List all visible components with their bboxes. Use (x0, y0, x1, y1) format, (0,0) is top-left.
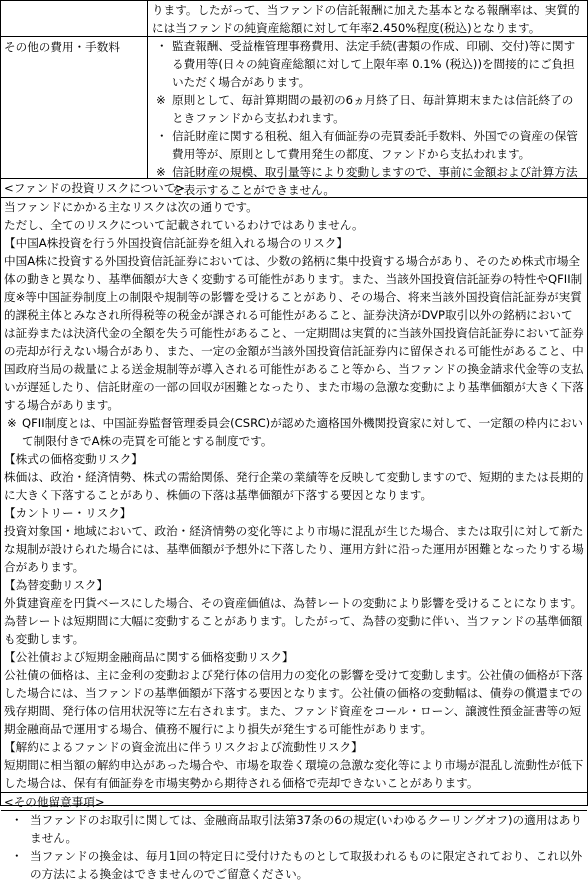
risk-heading: 【中国A株投資を行う外国投資信託証券を組入れる場合のリスク】 (4, 236, 348, 250)
list-item-text: 当ファンドの換金は、毎月1回の特定日に受付けたものとして取扱われるものに限定されており、これ以外の方法による換金はできませんのでご留意ください。 (30, 849, 583, 881)
risk-footnote-text: QFII制度とは、中国証券監督管理委員会(CSRC)が認めた適格国外機関投資家に対して、一定額の枠内において制限付きでA株の売買を可能とする制度です。 (22, 416, 584, 448)
other-notes-list (1, 811, 587, 883)
list-item (4, 811, 584, 847)
list-item (152, 127, 583, 163)
list-item (4, 847, 584, 883)
list-item (152, 91, 583, 127)
risk-intro: ただし、全てのリスクについて記載されているわけではありません。 (4, 218, 364, 232)
risk-heading: 【カントリー・リスク】 (4, 506, 132, 520)
risk-text: 外貨建資産を円貨ベースにした場合、その資産価値は、為替レートの変動により影響を受けることになります。為替レートは短期間に大幅に変動することがあります。したがって、為替の変動に伴い、当ファンドの基準価額も変動します。 (4, 596, 583, 646)
list-item (152, 163, 583, 199)
risk-text: 短期間に相当額の解約申込があった場合や、市場を取巻く環境の急激な変化等により市場が混乱し流動性が低下した場合は、保有有価証券を市場実勢から期待される価格で売却できないことがあります。 (4, 758, 584, 790)
other-fees-list (148, 37, 587, 197)
fee-label-cell-empty (1, 1, 148, 36)
risk-text: 株価は、政治・経済情勢、株式の需給関係、発行企業の業績等を反映して変動しますので、短期的または長期的に大きく下落することがあり、株価の下落は基準価額が下落する要因となります。 (4, 470, 584, 502)
note-mark: ※ (156, 93, 166, 107)
risk-heading: 【公社債および短期金融商品に関する価格変動リスク】 (4, 650, 294, 664)
bullet-mark: ・ (11, 813, 23, 827)
bullet-mark: ・ (156, 39, 168, 53)
risk-text: 中国A株に投資する外国投資信託証券においては、少数の銘柄に集中投資する場合があり、そのため株式市場全体の動きと異なり、基準価額が大きく変動する可能性があります。また、当該外国投資信託証券の特性やQFII制度※等中国証券制度上の制限や規制等の影響を受けることがあり、その場合、将来当該外国投資信託証券が実質的課税主体とみなされ所得税等の税金が課される可能性があること、証券決済がDVP取引以外の銘柄においては証券または決済代金の全額を失う可能性があること、一定期間は実質的に当該外国投資信託証券において証券の売却が行えない場合があり、また、一定の金額が当該外国投資信託証券内に留保される可能性があること、中国政府当局の裁量による送金規制等が導入される可能性があること等から、当ファンドの換金請求代金等の支払いが遅延したり、信託財産の一部の回収が困難となったり、また市場の急激な変動により基準価額が大きく下落する場合があります。 (4, 254, 584, 412)
note-mark: ※ (156, 165, 166, 179)
risk-section (1, 179, 587, 793)
risk-heading: 【解約によるファンドの資金流出に伴うリスクおよび流動性リスク】 (4, 740, 363, 754)
risk-heading: 【為替変動リスク】 (4, 578, 109, 592)
risk-footnote (4, 414, 584, 450)
fee-continued-text: ります。したがって、当ファンドの信託報酬に加えた基本となる報酬率は、実質的には当ファンドの純資産総額に対して年率2.450%程度(税込)となります。 (152, 3, 580, 35)
risk-text: 公社債の価格は、主に金利の変動および発行体の信用力の変化の影響を受けて変動します。公社債の価格が下落した場合には、当ファンドの基準価額が下落する要因となります。公社債の価格の変動幅は、債券の償還までの残存期間、発行体の信用状況等に左右されます。また、ファンド資産をコール・ローン、譲渡性預金証書等の短期金融商品で運用する場合、債務不履行により損失が発生する可能性があります。 (4, 668, 583, 736)
other-fees-label: その他の費用・手数料 (1, 37, 148, 178)
risk-body (1, 198, 587, 792)
list-item-text: 当ファンドのお取引に関しては、金融商品取引法第37条の6の規定(いわゆるクーリングオフ)の適用はありません。 (30, 813, 583, 845)
risk-text: 投資対象国・地域において、政治・経済情勢の変化等により市場に混乱が生じた場合、または取引に対して新たな規制が設けられた場合には、基準価額が予想外に下落したり、運用方針に沿った運用が困難となったりする場合があります。 (4, 524, 584, 574)
list-item-text: 信託財産に関する租税、組入有価証券の売買委託手数料、外国での資産の保管費用等が、原則として費用発生の都度、ファンドから支払われます。 (172, 129, 578, 161)
list-item-text: 信託財産の規模、取引量等により変動しますので、事前に金額および計算方法を表示することができません。 (172, 165, 578, 197)
risk-intro: 当ファンドにかかる主なリスクは次の通りです。 (4, 200, 258, 214)
bullet-mark: ・ (156, 129, 168, 143)
note-mark: ※ (7, 416, 17, 430)
risk-heading: 【株式の価格変動リスク】 (4, 452, 143, 466)
list-item-text: 原則として、毎計算期間の最初の6ヵ月終了日、毎計算期末または信託終了のときファンドから支払われます。 (172, 93, 574, 125)
bullet-mark: ・ (11, 849, 23, 863)
other-notes-title: <その他留意事項> (1, 793, 587, 811)
risk-section-title: <ファンドの投資リスクについて> (1, 179, 587, 198)
fee-row-continued (1, 1, 587, 37)
list-item-text: 監査報酬、受益権管理事務費用、法定手続(書類の作成、印刷、交付)等に関する費用等(日々の純資産総額に対して上限年率 0.1% (税込))を間接的にご負担いただく場合があります。 (172, 39, 576, 89)
list-item (152, 37, 583, 91)
